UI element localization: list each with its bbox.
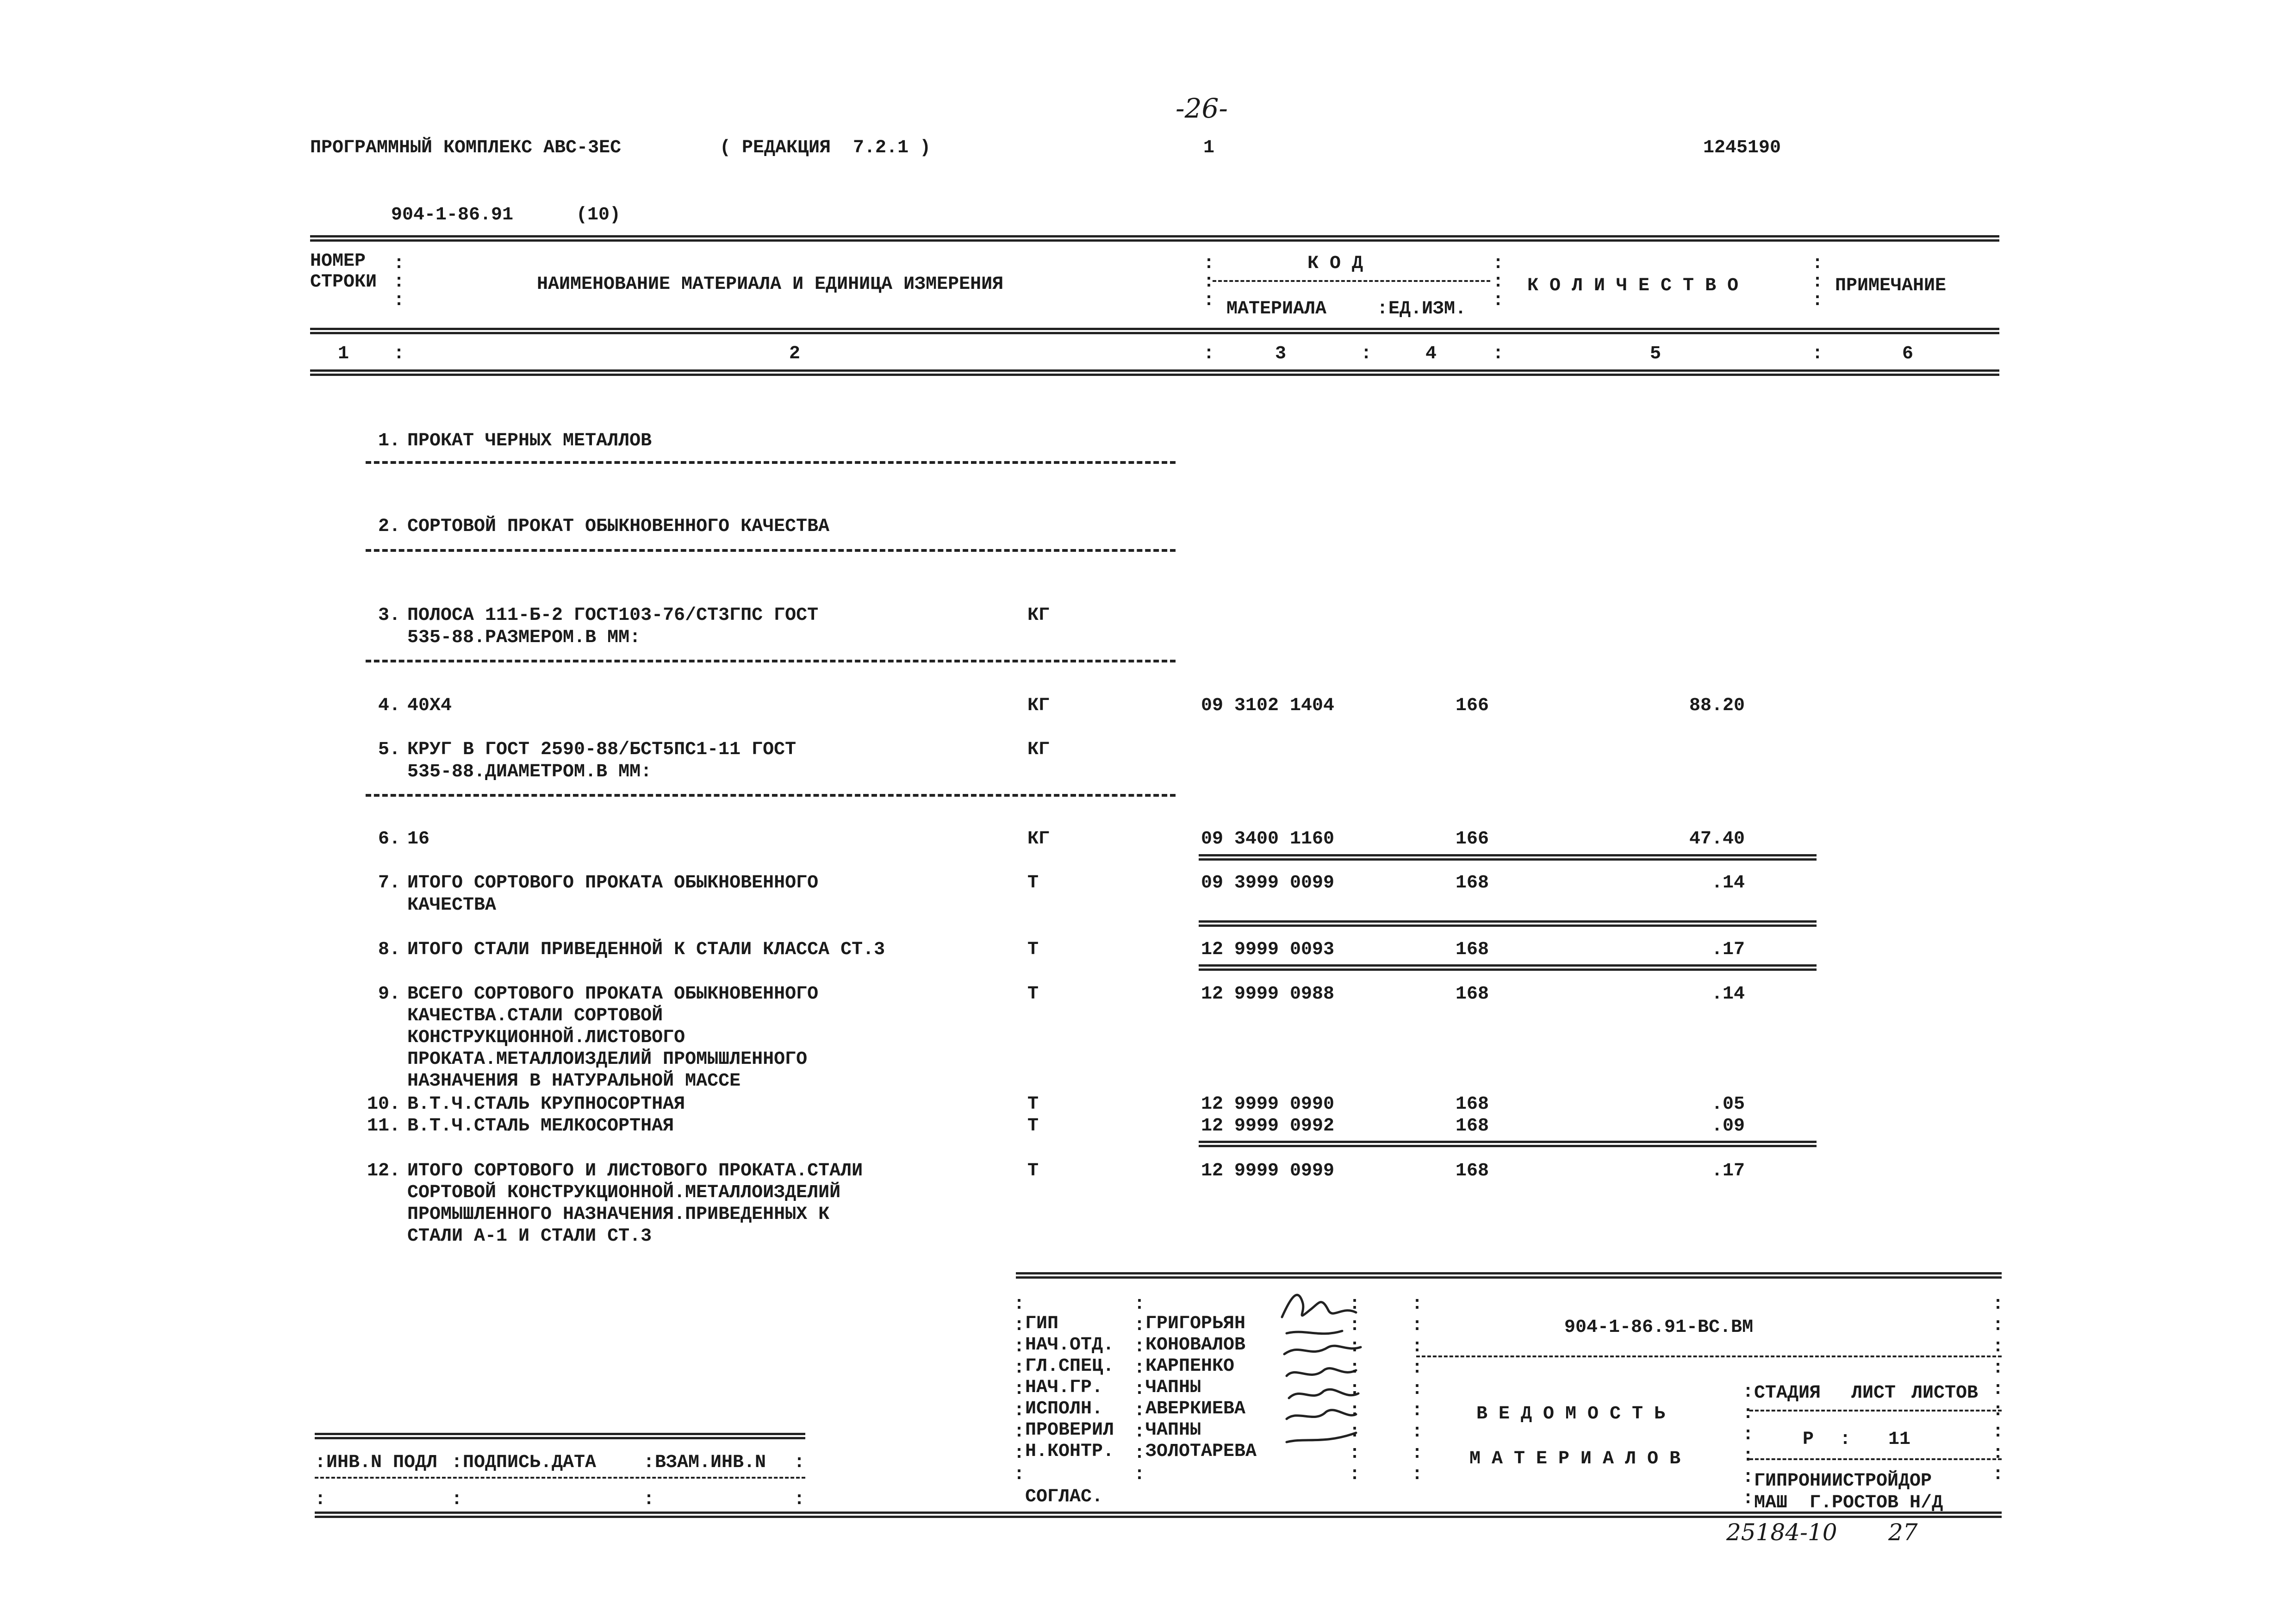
- stamp-rule: [1749, 1410, 2002, 1412]
- header-code: К О Д: [1307, 253, 1363, 274]
- row-unit-code: 168: [1456, 984, 1489, 1005]
- archive-number: 25184-10: [1726, 1519, 1837, 1546]
- row-number: 11.: [367, 1116, 400, 1137]
- row-unit: Т: [1027, 1161, 1039, 1181]
- row-unit: КГ: [1027, 829, 1050, 849]
- subtotal-rule: [1199, 854, 1817, 861]
- header-separators: :: [1377, 299, 1388, 319]
- row-quantity: .14: [1711, 873, 1745, 893]
- row-name: СОРТОВОЙ ПРОКАТ ОБЫКНОВЕННОГО КАЧЕСТВА: [407, 516, 830, 537]
- doc-code: 904-1-86.91-ВС.ВМ: [1564, 1317, 1754, 1338]
- row-number: 8.: [378, 939, 400, 960]
- row-rule: [366, 660, 1176, 662]
- row-unit: Т: [1027, 1116, 1039, 1137]
- row-name: 16: [407, 829, 430, 849]
- row-number: 7.: [378, 873, 400, 893]
- header-separators: : : :: [1812, 253, 1823, 311]
- row-number: 12.: [367, 1161, 400, 1181]
- stamp-name-column: : : : : : : : : :: [1134, 1294, 1145, 1485]
- header-row-num-2: СТРОКИ: [310, 272, 377, 293]
- stamp-name: АВЕРКИЕВА: [1145, 1399, 1246, 1419]
- page-number: -26-: [1176, 93, 1228, 124]
- archive-page: 27: [1888, 1519, 1918, 1546]
- row-name: В.Т.Ч.СТАЛЬ МЕЛКОСОРТНАЯ: [407, 1116, 674, 1137]
- org-line1: ГИПРОНИИСТРОЙДОР: [1754, 1471, 1932, 1492]
- stamp-role: ГЛ.СПЕЦ.: [1025, 1356, 1114, 1377]
- header-code-unit: ЕД.ИЗМ.: [1388, 299, 1467, 319]
- row-material-code: 09 3102 1404: [1201, 695, 1335, 716]
- left-stamp-sep: :: [794, 1452, 805, 1473]
- row-name: КРУГ В ГОСТ 2590-88/БСТ5ПС1-11 ГОСТ: [407, 739, 796, 760]
- col-number-separators: :: [1361, 344, 1372, 364]
- row-name: ПОЛОСА 111-Б-2 ГОСТ103-76/СТ3ГПС ГОСТ: [407, 605, 819, 626]
- row-name: 535-88.ДИАМЕТРОМ.В ММ:: [407, 762, 652, 782]
- stamp-name: ЧАПНЫ: [1145, 1420, 1201, 1441]
- col-number-separators: :: [1812, 344, 1823, 364]
- row-name: ПРОМЫШЛЕННОГО НАЗНАЧЕНИЯ.ПРИВЕДЕННЫХ К: [407, 1204, 830, 1225]
- row-number: 2.: [378, 516, 400, 537]
- stamp-top-rule: [1016, 1272, 2002, 1279]
- row-name: КОНСТРУКЦИОННОЙ.ЛИСТОВОГО: [407, 1027, 685, 1048]
- sheet-value: 11: [1888, 1429, 1911, 1450]
- left-stamp-sep: :: [643, 1489, 655, 1510]
- row-unit-code: 168: [1456, 939, 1489, 960]
- header-separators: : : :: [393, 253, 405, 311]
- doc-title-line2: М А Т Е Р И А Л О В: [1469, 1449, 1681, 1469]
- col-number-2: 2: [789, 344, 801, 364]
- print-page: 1: [1203, 137, 1215, 158]
- row-name: КАЧЕСТВА.СТАЛИ СОРТОВОЙ: [407, 1006, 663, 1026]
- row-material-code: 09 3400 1160: [1201, 829, 1335, 849]
- row-name: ПРОКАТА.МЕТАЛЛОИЗДЕЛИЙ ПРОМЫШЛЕННОГО: [407, 1049, 808, 1070]
- sheets-label: ЛИСТОВ: [1911, 1383, 1979, 1404]
- col-number-1: 1: [338, 344, 349, 364]
- stamp-name: КАРПЕНКО: [1145, 1356, 1235, 1377]
- header-code-rule: [1213, 280, 1490, 282]
- subtotal-rule: [1199, 920, 1817, 927]
- row-rule: [366, 549, 1176, 552]
- stamp-role: ИСПОЛН.: [1025, 1399, 1103, 1419]
- stamp-rule: [1416, 1355, 2002, 1357]
- row-number: 3.: [378, 605, 400, 626]
- row-number: 9.: [378, 984, 400, 1005]
- stamp-role: НАЧ.ГР.: [1025, 1377, 1103, 1398]
- row-quantity: .17: [1711, 1161, 1745, 1181]
- vzam-inv-label: ВЗАМ.ИНВ.N: [655, 1452, 766, 1473]
- left-stamp-sep: :: [315, 1489, 326, 1510]
- stamp-date-column: : : : : : : : : :: [1412, 1294, 1423, 1485]
- row-name: В.Т.Ч.СТАЛЬ КРУПНОСОРТНАЯ: [407, 1094, 685, 1115]
- header-note: ПРИМЕЧАНИЕ: [1835, 275, 1947, 296]
- row-name: ПРОКАТ ЧЕРНЫХ МЕТАЛЛОВ: [407, 431, 652, 451]
- row-quantity: .17: [1711, 939, 1745, 960]
- row-unit-code: 168: [1456, 1094, 1489, 1115]
- row-name: КАЧЕСТВА: [407, 895, 497, 916]
- header-separators: : : :: [1203, 253, 1215, 311]
- left-stamp-sep: :: [451, 1489, 463, 1510]
- row-quantity: 47.40: [1689, 829, 1745, 849]
- row-material-code: 09 3999 0099: [1201, 873, 1335, 893]
- print-code: 1245190: [1703, 137, 1781, 158]
- sign-date-label: ПОДПИСЬ.ДАТА: [463, 1452, 597, 1473]
- row-name: СТАЛИ А-1 И СТАЛИ СТ.3: [407, 1226, 652, 1247]
- row-unit: Т: [1027, 1094, 1039, 1115]
- stamp-name: ГРИГОРЬЯН: [1145, 1313, 1246, 1334]
- left-stamp-sep: :: [451, 1452, 463, 1473]
- program-edition: ( РЕДАКЦИЯ 7.2.1 ): [720, 137, 931, 158]
- row-unit: КГ: [1027, 695, 1050, 716]
- row-unit-code: 166: [1456, 829, 1489, 849]
- row-unit-code: 166: [1456, 695, 1489, 716]
- project-sheet-ref: (10): [576, 205, 621, 225]
- program-name: ПРОГРАММНЫЙ КОМПЛЕКС АВС-3ЕС: [310, 137, 622, 158]
- stage-label: СТАДИЯ: [1754, 1383, 1821, 1404]
- row-number: 1.: [378, 431, 400, 451]
- row-unit: КГ: [1027, 605, 1050, 626]
- row-quantity: .14: [1711, 984, 1745, 1005]
- col-number-rule: [310, 369, 1999, 376]
- row-number: 5.: [378, 739, 400, 760]
- row-name: 40Х4: [407, 695, 452, 716]
- col-number-separators: :: [1493, 344, 1504, 364]
- row-material-code: 12 9999 0999: [1201, 1161, 1335, 1181]
- row-name: ИТОГО СОРТОВОГО И ЛИСТОВОГО ПРОКАТА.СТАЛИ: [407, 1161, 863, 1181]
- header-name: НАИМЕНОВАНИЕ МАТЕРИАЛА И ЕДИНИЦА ИЗМЕРЕНИЯ: [537, 274, 1004, 295]
- row-unit: Т: [1027, 984, 1039, 1005]
- org-line2: МАШ Г.РОСТОВ Н/Д: [1754, 1493, 1943, 1513]
- stamp-date-column: : : : : : : : : :: [1349, 1294, 1361, 1485]
- col-number-3: 3: [1275, 344, 1287, 364]
- project-number: 904-1-86.91: [391, 205, 514, 225]
- left-stamp-sep: :: [315, 1452, 326, 1473]
- row-name: 535-88.РАЗМЕРОМ.В ММ:: [407, 627, 641, 648]
- left-stamp-sep: :: [643, 1452, 655, 1473]
- stamp-role-column: : : : : : : : : :: [1014, 1294, 1025, 1485]
- row-quantity: .05: [1711, 1094, 1745, 1115]
- page-bottom-rule: [315, 1512, 2002, 1518]
- stamp-col-sep: :: [1840, 1429, 1851, 1450]
- row-unit-code: 168: [1456, 1116, 1489, 1137]
- col-number-separators: :: [393, 344, 405, 364]
- stamp-role: СОГЛАС.: [1025, 1487, 1103, 1507]
- left-stamp-rule: [315, 1477, 805, 1479]
- row-rule: [366, 794, 1176, 797]
- stamp-right-column: : : : : : :: [1742, 1382, 1754, 1509]
- row-name: ИТОГО СОРТОВОГО ПРОКАТА ОБЫКНОВЕННОГО: [407, 873, 819, 893]
- row-unit-code: 168: [1456, 873, 1489, 893]
- stamp-role: НАЧ.ОТД.: [1025, 1335, 1114, 1355]
- row-material-code: 12 9999 0990: [1201, 1094, 1335, 1115]
- row-name: СОРТОВОЙ КОНСТРУКЦИОННОЙ.МЕТАЛЛОИЗДЕЛИЙ: [407, 1182, 841, 1203]
- left-stamp-sep: :: [794, 1489, 805, 1510]
- row-unit: Т: [1027, 939, 1039, 960]
- row-quantity: 88.20: [1689, 695, 1745, 716]
- row-material-code: 12 9999 0988: [1201, 984, 1335, 1005]
- header-separators: : : :: [1493, 253, 1504, 311]
- doc-title-line1: В Е Д О М О С Т Ь: [1476, 1404, 1666, 1424]
- row-name: ИТОГО СТАЛИ ПРИВЕДЕННОЙ К СТАЛИ КЛАССА СТ.3: [407, 939, 885, 960]
- stamp-role: ГИП: [1025, 1313, 1059, 1334]
- row-unit-code: 168: [1456, 1161, 1489, 1181]
- header-row-num-1: НОМЕР: [310, 251, 366, 272]
- stamp-rule: [1749, 1458, 2002, 1460]
- stamp-role: Н.КОНТР.: [1025, 1441, 1114, 1462]
- col-number-4: 4: [1425, 344, 1437, 364]
- col-number-6: 6: [1902, 344, 1914, 364]
- row-number: 10.: [367, 1094, 400, 1115]
- header-quantity: К О Л И Ч Е С Т В О: [1527, 275, 1739, 296]
- stamp-role: ПРОВЕРИЛ: [1025, 1420, 1114, 1441]
- row-unit: Т: [1027, 873, 1039, 893]
- stamp-name: ЧАПНЫ: [1145, 1377, 1201, 1398]
- col-number-separators: :: [1203, 344, 1215, 364]
- sheet-label: ЛИСТ: [1851, 1383, 1896, 1404]
- row-number: 4.: [378, 695, 400, 716]
- left-stamp-top-rule: [315, 1433, 805, 1439]
- stamp-name: ЗОЛОТАРЕВА: [1145, 1441, 1257, 1462]
- col-number-5: 5: [1650, 344, 1661, 364]
- stage-value: Р: [1803, 1429, 1814, 1450]
- subtotal-rule: [1199, 964, 1817, 971]
- row-unit: КГ: [1027, 739, 1050, 760]
- stamp-right-edge: : : : : : : : : :: [1992, 1294, 2004, 1485]
- row-material-code: 12 9999 0093: [1201, 939, 1335, 960]
- row-number: 6.: [378, 829, 400, 849]
- row-quantity: .09: [1711, 1116, 1745, 1137]
- header-code-material: МАТЕРИАЛА: [1226, 299, 1327, 319]
- subtotal-rule: [1199, 1141, 1817, 1147]
- table-top-rule: [310, 235, 1999, 242]
- row-material-code: 12 9999 0992: [1201, 1116, 1335, 1137]
- header-bottom-rule: [310, 328, 1999, 334]
- inv-no-label: ИНВ.N ПОДЛ: [326, 1452, 438, 1473]
- row-name: ВСЕГО СОРТОВОГО ПРОКАТА ОБЫКНОВЕННОГО: [407, 984, 819, 1005]
- stamp-name: КОНОВАЛОВ: [1145, 1335, 1246, 1355]
- row-name: НАЗНАЧЕНИЯ В НАТУРАЛЬНОЙ МАССЕ: [407, 1071, 741, 1092]
- row-rule: [366, 461, 1176, 464]
